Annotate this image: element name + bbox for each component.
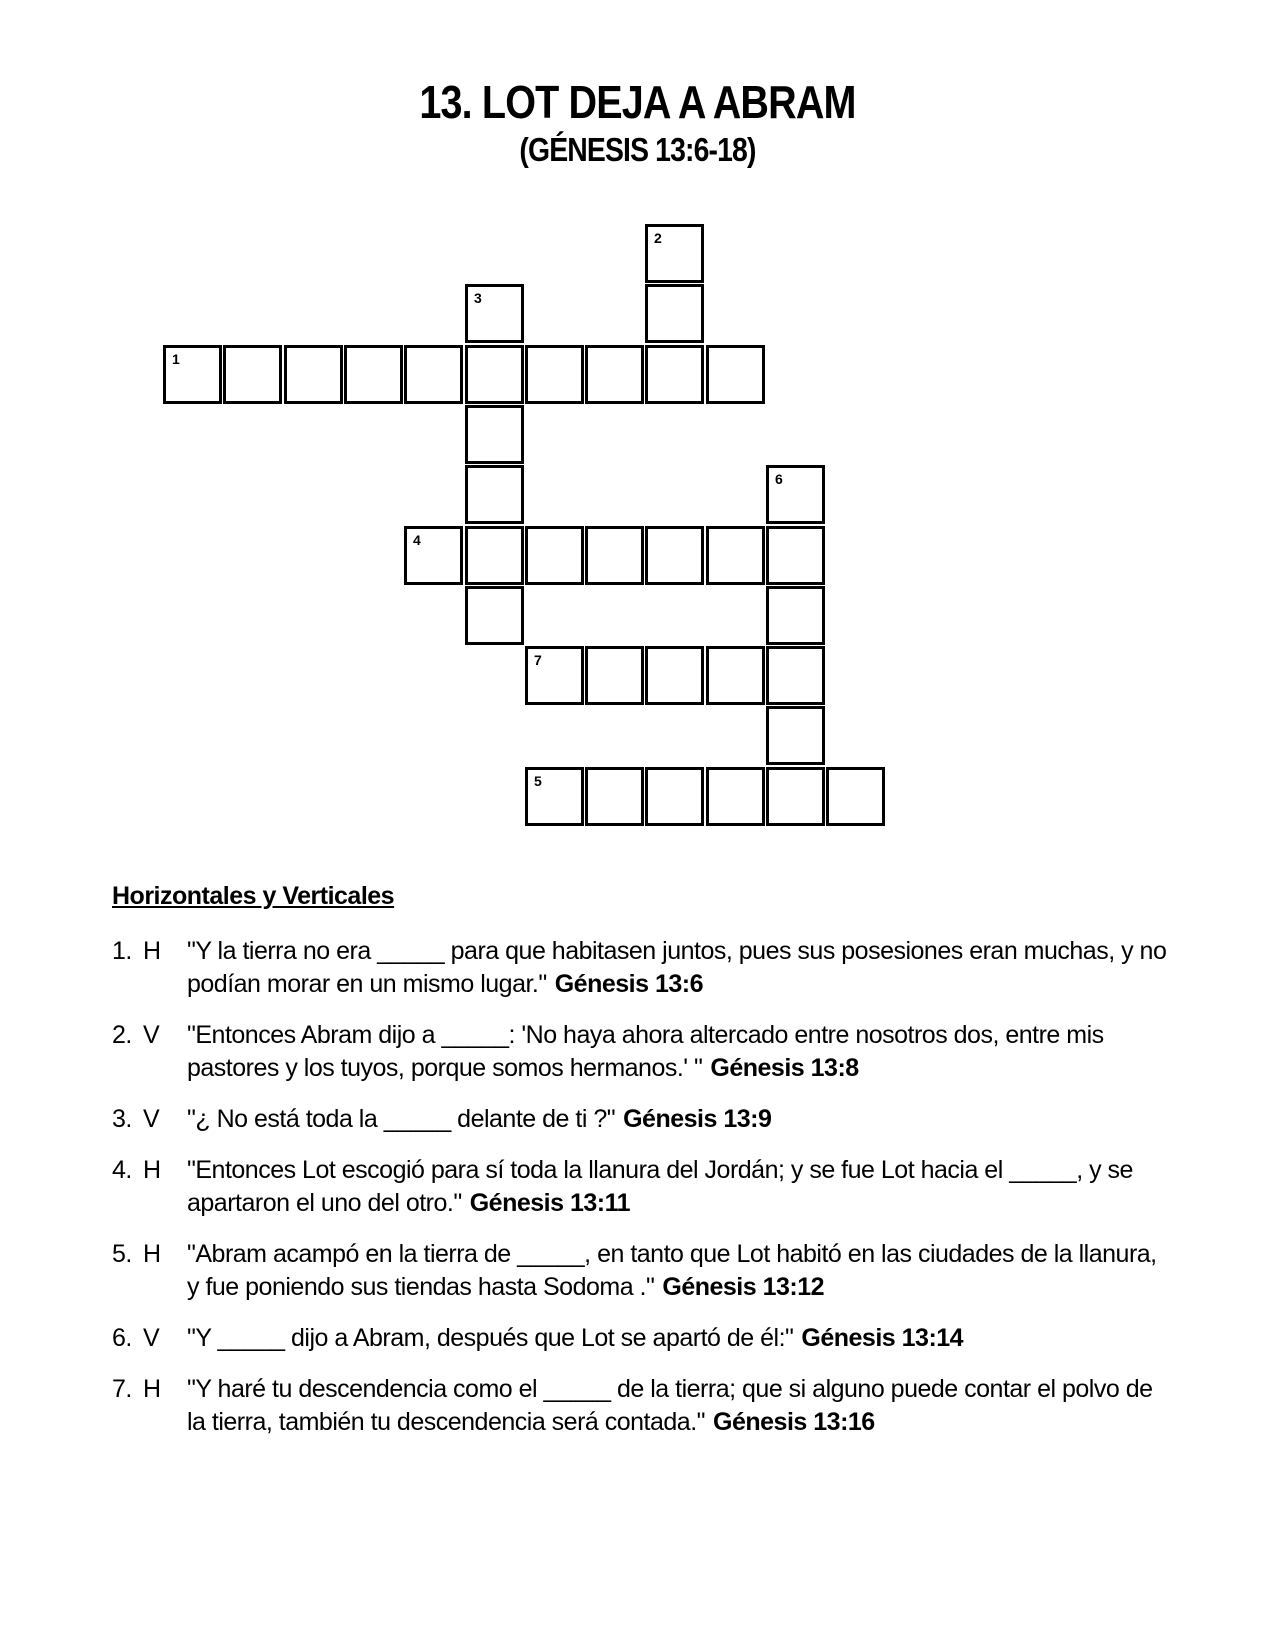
clue-item bbox=[112, 1103, 1172, 1136]
crossword-cell[interactable] bbox=[465, 526, 524, 585]
clue-direction: H bbox=[143, 1240, 161, 1268]
clue-text: "Y _____ dijo a Abram, después que Lot se apartó de él:" bbox=[187, 1324, 794, 1352]
cell-number: 7 bbox=[534, 652, 542, 668]
crossword-cell[interactable] bbox=[766, 706, 825, 765]
cell-number: 3 bbox=[474, 290, 482, 306]
crossword-cell[interactable] bbox=[706, 345, 765, 404]
clue-number: 4. bbox=[112, 1156, 132, 1184]
clue-item bbox=[112, 1238, 1172, 1304]
clue-reference: Génesis 13:11 bbox=[469, 1189, 631, 1217]
crossword-cell[interactable] bbox=[465, 586, 524, 645]
clue-reference: Génesis 13:16 bbox=[713, 1408, 875, 1436]
crossword-cell[interactable] bbox=[585, 767, 644, 826]
clue-number: 6. bbox=[112, 1324, 132, 1352]
clues-list bbox=[112, 935, 1172, 1457]
crossword-cell[interactable] bbox=[465, 345, 524, 404]
clue-direction: V bbox=[143, 1105, 160, 1133]
crossword-cell[interactable] bbox=[826, 767, 885, 826]
clue-text: "Y la tierra no era _____ para que habitasen juntos, pues sus posesiones eran muchas, y no podían morar en un mismo lugar." bbox=[187, 937, 1167, 998]
clue-text: "Abram acampó en la tierra de _____, en tanto que Lot habitó en las ciudades de la llanura, y fue poniendo sus tiendas hasta Sodoma ." bbox=[187, 1240, 1157, 1301]
clue-number: 3. bbox=[112, 1105, 132, 1133]
page-subtitle: (GÉNESIS 13:6-18) bbox=[519, 131, 756, 168]
crossword-cell[interactable] bbox=[766, 586, 825, 645]
clue-number: 1. bbox=[112, 937, 132, 965]
clue-item bbox=[112, 1154, 1172, 1220]
crossword-cell[interactable] bbox=[645, 345, 704, 404]
clue-item bbox=[112, 1322, 1172, 1355]
clue-direction: V bbox=[143, 1021, 160, 1049]
crossword-cell[interactable] bbox=[465, 284, 524, 343]
crossword-cell[interactable] bbox=[706, 526, 765, 585]
crossword-cell[interactable] bbox=[766, 526, 825, 585]
crossword-cell[interactable] bbox=[766, 767, 825, 826]
clue-reference: Génesis 13:8 bbox=[710, 1054, 859, 1082]
crossword-cell[interactable] bbox=[585, 646, 644, 705]
clue-direction: V bbox=[143, 1324, 160, 1352]
crossword-cell[interactable] bbox=[404, 526, 463, 585]
crossword-cell[interactable] bbox=[585, 526, 644, 585]
crossword-cell[interactable] bbox=[645, 646, 704, 705]
crossword-cell[interactable] bbox=[525, 345, 584, 404]
clue-reference: Génesis 13:14 bbox=[801, 1324, 964, 1352]
crossword-cell[interactable] bbox=[645, 526, 704, 585]
crossword-cell[interactable] bbox=[525, 526, 584, 585]
crossword-cell[interactable] bbox=[706, 646, 765, 705]
crossword-cell[interactable] bbox=[525, 646, 584, 705]
crossword-cell[interactable] bbox=[766, 646, 825, 705]
clue-item bbox=[112, 1019, 1172, 1085]
crossword-cell[interactable] bbox=[465, 465, 524, 524]
crossword-cell[interactable] bbox=[645, 284, 704, 343]
crossword-cell[interactable] bbox=[404, 345, 463, 404]
crossword-cell[interactable] bbox=[344, 345, 403, 404]
clue-number: 5. bbox=[112, 1240, 132, 1268]
page-title: 13. LOT DEJA A ABRAM bbox=[419, 76, 856, 128]
crossword-cell[interactable] bbox=[645, 224, 704, 283]
cell-number: 4 bbox=[413, 532, 421, 548]
crossword-cell[interactable] bbox=[223, 345, 282, 404]
clue-direction: H bbox=[143, 1156, 161, 1184]
clue-text: "Entonces Abram dijo a _____: 'No haya ahora altercado entre nosotros dos, entre mis pastores y los tuyos, porque somos hermanos.' " bbox=[187, 1021, 1104, 1082]
clue-text: "¿ No está toda la _____ delante de ti ?" bbox=[187, 1105, 616, 1133]
clue-reference: Génesis 13:12 bbox=[662, 1273, 825, 1301]
crossword-cell[interactable] bbox=[766, 465, 825, 524]
clue-reference: Génesis 13:9 bbox=[623, 1105, 772, 1133]
crossword-cell[interactable] bbox=[465, 405, 524, 464]
cell-number: 1 bbox=[172, 351, 180, 367]
clue-direction: H bbox=[143, 1375, 161, 1403]
crossword-cell[interactable] bbox=[645, 767, 704, 826]
clue-item bbox=[112, 1373, 1172, 1439]
clue-text: "Entonces Lot escogió para sí toda la llanura del Jordán; y se fue Lot hacia el _____, y se apartaron el uno del otro." bbox=[187, 1156, 1133, 1217]
clue-number: 2. bbox=[112, 1021, 132, 1049]
cell-number: 6 bbox=[775, 471, 783, 487]
cell-number: 2 bbox=[654, 230, 662, 246]
crossword-cell[interactable] bbox=[163, 345, 222, 404]
crossword-cell[interactable] bbox=[525, 767, 584, 826]
clue-number: 7. bbox=[112, 1375, 132, 1403]
crossword-cell[interactable] bbox=[706, 767, 765, 826]
crossword-cell[interactable] bbox=[284, 345, 343, 404]
clue-reference: Génesis 13:6 bbox=[554, 970, 703, 998]
clue-direction: H bbox=[143, 937, 161, 965]
clues-heading: Horizontales y Verticales bbox=[112, 882, 395, 910]
cell-number: 5 bbox=[534, 773, 542, 789]
clue-text: "Y haré tu descendencia como el _____ de la tierra; que si alguno puede contar el polvo de la tierra, también tu descendencia será contada." bbox=[187, 1375, 1153, 1436]
crossword-cell[interactable] bbox=[585, 345, 644, 404]
clue-item bbox=[112, 935, 1172, 1001]
